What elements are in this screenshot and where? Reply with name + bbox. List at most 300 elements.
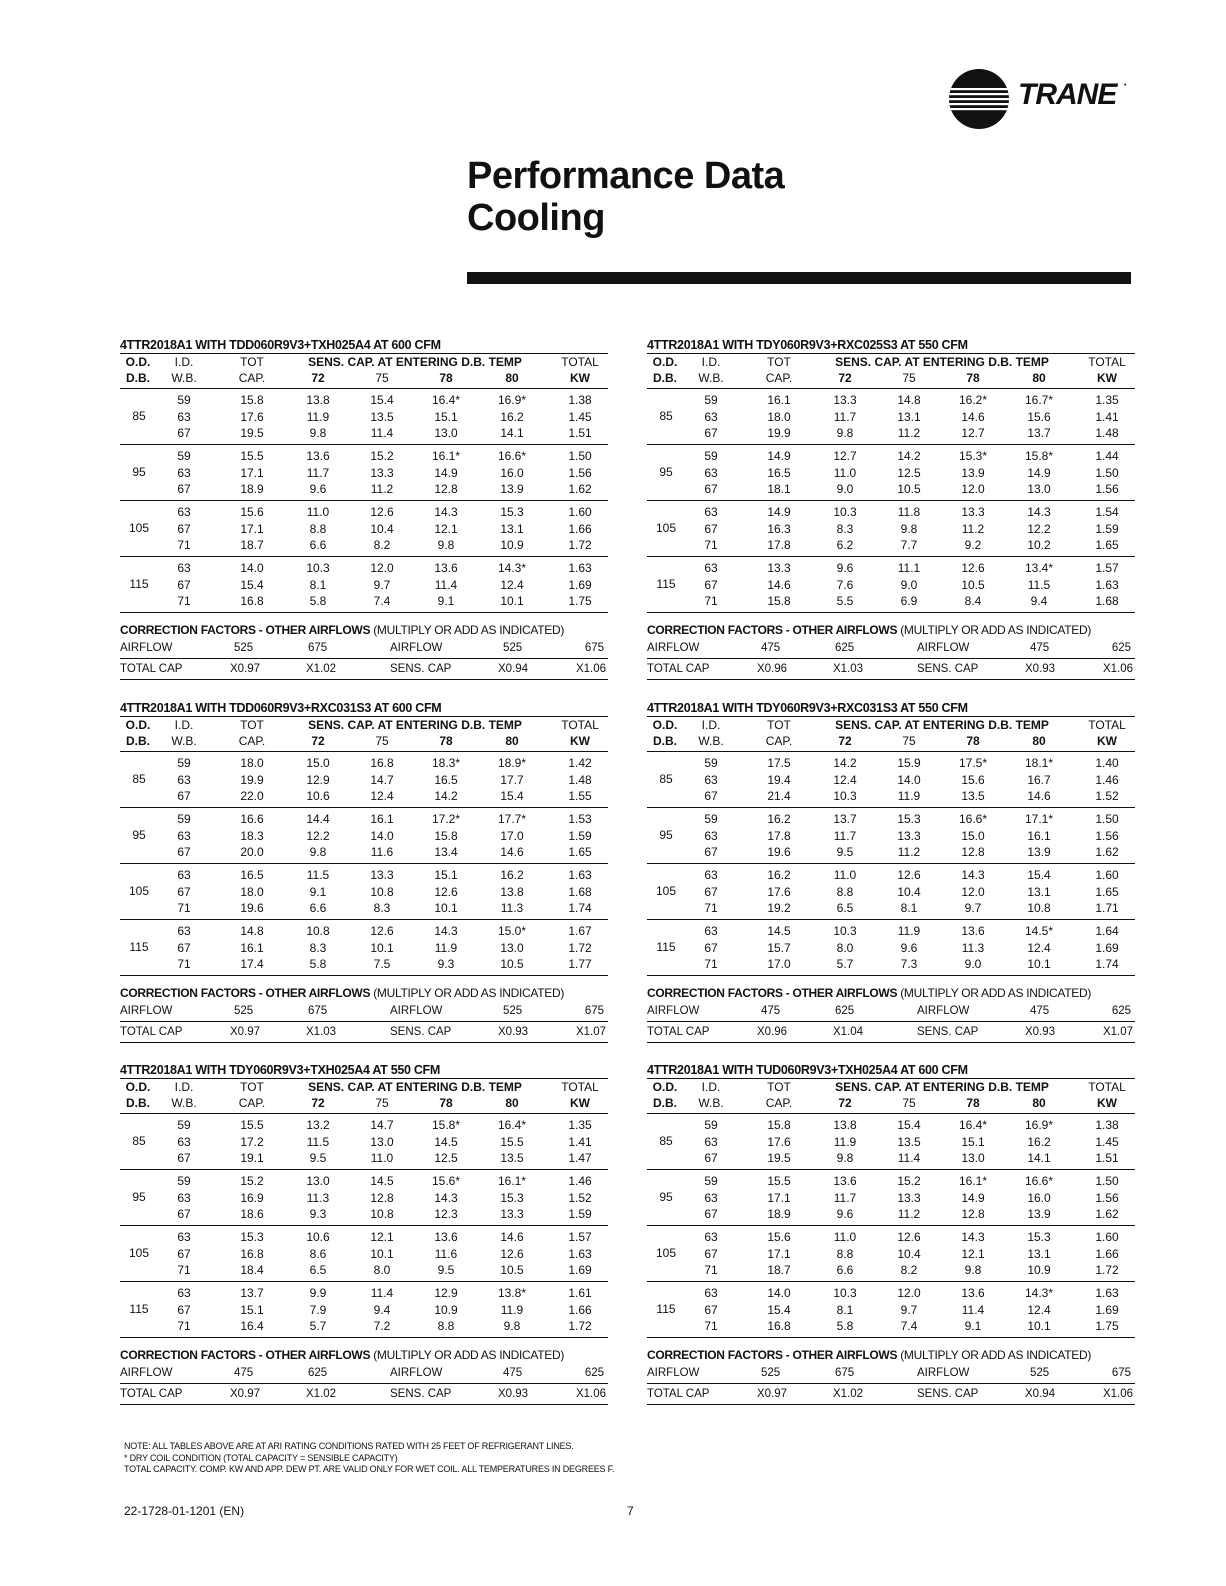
- od-group: [120, 389, 608, 445]
- table-cell: 11.0: [370, 1151, 394, 1165]
- table-cell: 15.4: [1027, 868, 1051, 882]
- header-db: D.B.: [653, 734, 677, 748]
- table-cell: 13.0: [370, 1134, 394, 1149]
- page-title: [467, 155, 784, 239]
- od-group: [647, 501, 1135, 557]
- table-cell: 71: [704, 1263, 718, 1277]
- table-cell: 16.8: [767, 1319, 791, 1333]
- table-cell: 19.5: [767, 1151, 791, 1165]
- header-kw: KW: [570, 734, 590, 748]
- table-cell: 1.50: [1095, 465, 1119, 480]
- table-cell: 15.6: [767, 1230, 791, 1244]
- table-cell: 13.3: [370, 868, 394, 882]
- table-cell: 1.56: [1095, 482, 1119, 496]
- table-cell: 18.7: [767, 1263, 791, 1277]
- table-cell: 12.6: [897, 1230, 921, 1244]
- table-cell: 12.1: [434, 521, 458, 536]
- table-cell: 14.7: [370, 1118, 394, 1132]
- table-cell: 18.9*: [497, 756, 527, 770]
- table-cell: 17.1: [240, 465, 264, 480]
- title-line-1: Performance Data: [467, 155, 785, 197]
- table-cell: 1.47: [568, 1151, 592, 1165]
- header-db: D.B.: [126, 734, 150, 748]
- table-cell: 14.3: [961, 868, 985, 882]
- table-cell: 13.4: [434, 845, 458, 859]
- header-78: 78: [966, 371, 980, 385]
- table-cell: 1.38: [1095, 1118, 1119, 1132]
- header-od: O.D.: [652, 1080, 678, 1094]
- table-cell: 63: [177, 465, 191, 480]
- table-cell: 14.6: [961, 409, 985, 424]
- table-cell: 67: [704, 1302, 718, 1317]
- cf-airflow-4: 675: [1111, 1367, 1131, 1379]
- table-cell: 12.8: [370, 1190, 394, 1205]
- table-cell: 17.0: [767, 957, 791, 971]
- cf-title-rest: (MULTIPLY OR ADD AS INDICATED): [897, 1348, 1092, 1362]
- table-cell: 59: [177, 1174, 191, 1188]
- table-cell: 9.8: [309, 426, 327, 440]
- table-cell: 15.8*: [431, 1118, 461, 1132]
- table-cell: 15.9: [897, 756, 921, 770]
- table-row: [647, 504, 1135, 520]
- header-tot: TOT: [240, 718, 264, 732]
- table-cell: 1.65: [1095, 884, 1119, 899]
- table-cell: 11.3: [500, 901, 524, 915]
- table-cell: 6.6: [309, 538, 327, 552]
- cf-airflow-2: 675: [308, 642, 328, 654]
- trane-globe-icon: [944, 64, 1014, 134]
- table-cell: 16.5: [434, 772, 458, 787]
- table-cell: 14.3: [434, 505, 458, 519]
- table-cell: 19.1: [240, 1151, 264, 1165]
- table-row: [120, 1229, 608, 1245]
- table-row: [120, 884, 608, 900]
- cf-totalcap-label: TOTAL CAP: [120, 663, 183, 675]
- table-cell: 11.9: [897, 789, 921, 803]
- table-cell: 13.3: [897, 828, 921, 843]
- cf-title-bold: CORRECTION FACTORS - OTHER AIRFLOWS: [120, 1348, 371, 1362]
- table-cell: 1.69: [568, 577, 592, 592]
- table-cell: 7.9: [309, 1302, 327, 1317]
- table-cell: 59: [704, 812, 718, 826]
- table-cell: 10.1: [1027, 957, 1051, 971]
- table-cell: 15.4: [240, 577, 264, 592]
- cf-totalcap-label: TOTAL CAP: [647, 663, 710, 675]
- table-cell: 59: [704, 1174, 718, 1188]
- header-sens: SENS. CAP. AT ENTERING D.B. TEMP: [835, 1080, 1049, 1094]
- od-temperature: 115: [656, 577, 676, 591]
- table-cell: 11.2: [897, 845, 921, 859]
- table-row: [647, 923, 1135, 939]
- table-cell: 71: [177, 1319, 191, 1333]
- table-cell: 1.65: [1095, 538, 1119, 552]
- table-cell: 10.3: [833, 505, 857, 519]
- cf-totalcap-row: [647, 659, 1135, 680]
- table-cell: 8.8: [836, 884, 854, 899]
- table-cell: 6.9: [900, 594, 918, 608]
- table-row: [120, 1262, 608, 1278]
- table-cell: 16.7: [1027, 772, 1051, 787]
- table-cell: 12.6: [370, 505, 394, 519]
- table-cell: 12.5: [434, 1151, 458, 1165]
- table-cell: 1.72: [1095, 1263, 1119, 1277]
- table-row: [647, 1285, 1135, 1301]
- table-cell: 8.8: [309, 521, 327, 536]
- table-cell: 11.5: [306, 1134, 330, 1149]
- table-cell: 11.9: [306, 409, 330, 424]
- table-cell: 1.65: [568, 845, 592, 859]
- cf-airflow-2: 625: [835, 642, 855, 654]
- table-cell: 63: [704, 868, 718, 882]
- performance-table: [647, 337, 1135, 680]
- table-cell: 12.6: [500, 1246, 524, 1261]
- cf-airflow-4: 675: [584, 642, 604, 654]
- table-cell: 18.9: [767, 1207, 791, 1221]
- table-cell: 9.8: [964, 1263, 982, 1277]
- table-row: [120, 577, 608, 593]
- od-temperature: 95: [132, 828, 146, 842]
- table-cell: 1.35: [1095, 393, 1119, 407]
- table-cell: 7.4: [900, 1319, 918, 1333]
- table-cell: 17.8: [767, 828, 791, 843]
- table-cell: 5.5: [836, 594, 854, 608]
- cf-title-rest: (MULTIPLY OR ADD AS INDICATED): [370, 986, 565, 1000]
- table-cell: 17.6: [767, 884, 791, 899]
- table-cell: 10.1: [500, 594, 524, 608]
- table-cell: 59: [704, 393, 718, 407]
- table-row: [647, 867, 1135, 883]
- table-row: [120, 1173, 608, 1189]
- table-cell: 1.63: [568, 868, 592, 882]
- table-cell: 6.6: [836, 1263, 854, 1277]
- table-title: 4TTR2018A1 WITH TDD060R9V3+TXH025A4 AT 600 CFM: [120, 338, 441, 352]
- table-cell: 16.1: [767, 393, 791, 407]
- cf-sens-2: X1.07: [575, 1026, 606, 1038]
- cf-total-1: X0.96: [757, 663, 788, 675]
- header-cap: CAP.: [238, 734, 266, 748]
- cf-sens-2: X1.06: [1102, 1388, 1133, 1400]
- table-row: [120, 1134, 608, 1150]
- table-cell: 14.8: [897, 393, 921, 407]
- table-cell: 59: [177, 1118, 191, 1132]
- table-row: [647, 884, 1135, 900]
- cf-airflow-row: [120, 1363, 608, 1384]
- table-row: [647, 956, 1135, 972]
- od-temperature: 105: [655, 1246, 677, 1260]
- table-cell: 1.52: [1095, 789, 1119, 803]
- table-cell: 14.0: [767, 1286, 791, 1300]
- table-cell: 67: [704, 1151, 718, 1165]
- header-78: 78: [439, 371, 453, 385]
- table-cell: 16.4: [240, 1319, 264, 1333]
- cf-airflow-3: 475: [1030, 642, 1050, 654]
- table-cell: 10.8: [1027, 901, 1051, 915]
- od-group: [647, 389, 1135, 445]
- table-cell: 14.5: [767, 924, 791, 938]
- table-cell: 71: [177, 1263, 191, 1277]
- table-cell: 11.7: [833, 409, 857, 424]
- table-cell: 67: [704, 789, 718, 803]
- cf-total-1: X0.97: [230, 1026, 261, 1038]
- cf-airflow-1: 475: [761, 642, 781, 654]
- cf-totalcap-label: TOTAL CAP: [120, 1026, 183, 1038]
- cf-airflow-label-2: AIRFLOW: [917, 1367, 970, 1379]
- table-cell: 13.3: [833, 393, 857, 407]
- table-cell: 63: [704, 1286, 718, 1300]
- table-cell: 15.1: [961, 1134, 985, 1149]
- cf-airflow-label-2: AIRFLOW: [917, 642, 970, 654]
- header-72: 72: [311, 371, 325, 385]
- table-cell: 15.3: [897, 812, 921, 826]
- table-cell: 15.4: [370, 393, 394, 407]
- header-id: I.D.: [174, 1080, 194, 1094]
- table-cell: 63: [177, 828, 191, 843]
- table-cell: 13.5: [897, 1134, 921, 1149]
- cf-title-rest: (MULTIPLY OR ADD AS INDICATED): [897, 623, 1092, 637]
- table-cell: 1.66: [568, 1302, 592, 1317]
- table-cell: 1.62: [568, 482, 592, 496]
- table-cell: 13.3: [897, 1190, 921, 1205]
- cf-airflow-4: 675: [584, 1005, 604, 1017]
- cf-airflow-row: [120, 1001, 608, 1022]
- table-cell: 1.75: [1095, 1319, 1119, 1333]
- table-cell: 7.7: [900, 538, 918, 552]
- table-cell: 10.3: [306, 561, 330, 575]
- table-cell: 67: [704, 1246, 718, 1261]
- table-cell: 63: [177, 1134, 191, 1149]
- table-cell: 71: [177, 901, 191, 915]
- header-72: 72: [838, 371, 852, 385]
- table-cell: 1.50: [1095, 1174, 1119, 1188]
- header-72: 72: [838, 734, 852, 748]
- table-cell: 8.3: [373, 901, 391, 915]
- table-row: [647, 593, 1135, 609]
- table-cell: 15.8: [767, 1118, 791, 1132]
- table-cell: 63: [704, 924, 718, 938]
- table-cell: 11.5: [306, 868, 330, 882]
- title-line-2: Cooling: [467, 197, 605, 239]
- table-cell: 7.6: [836, 577, 854, 592]
- table-cell: 14.6: [767, 577, 791, 592]
- od-temperature: 85: [132, 1134, 146, 1148]
- table-cell: 9.0: [964, 957, 982, 971]
- table-cell: 12.4: [1027, 1302, 1051, 1317]
- cf-title-rest: (MULTIPLY OR ADD AS INDICATED): [897, 986, 1092, 1000]
- table-cell: 7.2: [373, 1319, 391, 1333]
- table-cell: 67: [704, 940, 718, 955]
- table-cell: 11.7: [306, 465, 330, 480]
- table-cell: 10.9: [500, 538, 524, 552]
- table-cell: 12.1: [370, 1230, 394, 1244]
- table-row: [647, 1302, 1135, 1318]
- table-cell: 71: [177, 538, 191, 552]
- table-cell: 63: [704, 828, 718, 843]
- od-group: [647, 752, 1135, 808]
- cf-sens-2: X1.07: [1102, 1026, 1133, 1038]
- table-cell: 12.0: [370, 561, 394, 575]
- table-cell: 67: [177, 1302, 191, 1317]
- table-cell: 16.8: [240, 594, 264, 608]
- header-od: O.D.: [652, 718, 678, 732]
- table-cell: 1.54: [1095, 505, 1119, 519]
- table-row: [647, 465, 1135, 481]
- header-75: 75: [375, 734, 389, 748]
- table-cell: 6.2: [836, 538, 854, 552]
- table-cell: 16.0: [1027, 1190, 1051, 1205]
- performance-table: [120, 700, 608, 1043]
- header-75: 75: [902, 734, 916, 748]
- title-rule: [467, 272, 1131, 284]
- cf-senscap-label: SENS. CAP: [917, 1388, 979, 1400]
- table-cell: 15.7: [767, 940, 791, 955]
- table-cell: 9.3: [437, 957, 455, 971]
- table-cell: 11.1: [897, 561, 921, 575]
- table-cell: 11.6: [370, 845, 394, 859]
- table-cell: 15.5: [240, 449, 264, 463]
- table-cell: 63: [177, 868, 191, 882]
- table-row: [120, 481, 608, 497]
- table-cell: 10.2: [1027, 538, 1051, 552]
- table-cell: 11.4: [370, 426, 394, 440]
- table-cell: 10.1: [434, 901, 458, 915]
- cf-title-bold: CORRECTION FACTORS - OTHER AIRFLOWS: [120, 623, 371, 637]
- header-kw: KW: [570, 371, 590, 385]
- table-cell: 9.8: [836, 426, 854, 440]
- table-cell: 14.6: [500, 1230, 524, 1244]
- table-cell: 15.6: [1027, 409, 1051, 424]
- table-header: [647, 1078, 1135, 1114]
- table-cell: 1.57: [1095, 561, 1119, 575]
- table-cell: 16.9*: [497, 393, 527, 407]
- od-group: [120, 445, 608, 501]
- table-cell: 59: [177, 756, 191, 770]
- table-cell: 9.7: [373, 577, 391, 592]
- table-cell: 12.8: [434, 482, 458, 496]
- header-75: 75: [902, 371, 916, 385]
- cf-airflow-label: AIRFLOW: [647, 1367, 700, 1379]
- od-temperature: 105: [655, 521, 677, 535]
- table-cell: 19.6: [240, 901, 264, 915]
- table-cell: 17.4: [240, 957, 264, 971]
- table-cell: 9.4: [1030, 594, 1048, 608]
- correction-factors-title: [647, 985, 1135, 1001]
- header-78: 78: [966, 734, 980, 748]
- table-cell: 12.6: [961, 561, 985, 575]
- cf-title-bold: CORRECTION FACTORS - OTHER AIRFLOWS: [647, 623, 898, 637]
- header-total: TOTAL: [561, 1080, 599, 1094]
- header-75: 75: [375, 1096, 389, 1110]
- table-row: [120, 465, 608, 481]
- table-cell: 16.4*: [497, 1118, 527, 1132]
- table-row: [120, 1190, 608, 1206]
- table-cell: 1.63: [568, 1246, 592, 1261]
- table-cell: 11.5: [1027, 577, 1051, 592]
- table-cell: 11.2: [897, 426, 921, 440]
- header-wb: W.B.: [171, 1096, 197, 1110]
- header-id: I.D.: [701, 718, 721, 732]
- header-75: 75: [902, 1096, 916, 1110]
- table-cell: 67: [177, 1246, 191, 1261]
- table-cell: 12.2: [1027, 521, 1051, 536]
- table-cell: 11.0: [833, 1230, 857, 1244]
- table-cell: 12.9: [306, 772, 330, 787]
- table-row: [120, 1285, 608, 1301]
- table-cell: 15.1: [434, 409, 458, 424]
- table-cell: 17.7*: [497, 812, 527, 826]
- cf-sens-2: X1.06: [575, 663, 606, 675]
- table-cell: 67: [177, 482, 191, 496]
- cf-airflow-3: 475: [503, 1367, 523, 1379]
- table-cell: 11.4: [434, 577, 458, 592]
- table-cell: 10.4: [897, 884, 921, 899]
- cf-airflow-row: [647, 1001, 1135, 1022]
- performance-table: [120, 337, 608, 680]
- table-row: [647, 1173, 1135, 1189]
- table-cell: 1.72: [568, 1319, 592, 1333]
- table-cell: 13.6: [306, 449, 330, 463]
- table-cell: 8.1: [309, 577, 327, 592]
- table-cell: 15.5: [767, 1174, 791, 1188]
- cf-title-bold: CORRECTION FACTORS - OTHER AIRFLOWS: [120, 986, 371, 1000]
- table-cell: 14.2: [897, 449, 921, 463]
- table-cell: 63: [704, 1230, 718, 1244]
- cf-airflow-3: 525: [1030, 1367, 1050, 1379]
- note-line-2: * DRY COIL CONDITION (TOTAL CAPACITY = SENSIBLE CAPACITY): [124, 1452, 398, 1463]
- table-cell: 17.1: [240, 521, 264, 536]
- od-group: [120, 1170, 608, 1226]
- table-cell: 14.6: [500, 845, 524, 859]
- table-row: [120, 940, 608, 956]
- table-cell: 14.9: [961, 1190, 985, 1205]
- table-cell: 13.9: [1027, 1207, 1051, 1221]
- table-cell: 15.3*: [958, 449, 988, 463]
- table-cell: 14.7: [370, 772, 394, 787]
- table-cell: 71: [177, 594, 191, 608]
- header-wb: W.B.: [698, 1096, 724, 1110]
- table-row: [120, 1150, 608, 1166]
- table-cell: 1.66: [568, 521, 592, 536]
- table-cell: 13.0: [500, 940, 524, 955]
- table-cell: 67: [177, 884, 191, 899]
- table-cell: 12.3: [434, 1207, 458, 1221]
- table-cell: 15.0*: [497, 924, 527, 938]
- header-kw: KW: [1097, 1096, 1117, 1110]
- od-group: [647, 1282, 1135, 1338]
- table-cell: 67: [177, 426, 191, 440]
- table-header: [647, 716, 1135, 752]
- cf-senscap-label: SENS. CAP: [917, 663, 979, 675]
- table-cell: 11.4: [961, 1302, 985, 1317]
- table-cell: 13.1: [500, 521, 524, 536]
- od-temperature: 105: [128, 521, 150, 535]
- table-cell: 16.6*: [958, 812, 988, 826]
- header-tot: TOT: [767, 355, 791, 369]
- cf-total-1: X0.97: [230, 663, 261, 675]
- table-cell: 9.5: [437, 1263, 455, 1277]
- header-sens: SENS. CAP. AT ENTERING D.B. TEMP: [308, 355, 522, 369]
- od-temperature: 105: [128, 884, 150, 898]
- table-cell: 63: [177, 924, 191, 938]
- table-cell: 10.9: [1027, 1263, 1051, 1277]
- table-cell: 14.3: [961, 1230, 985, 1244]
- table-cell: 1.62: [1095, 845, 1119, 859]
- table-cell: 1.35: [568, 1118, 592, 1132]
- od-temperature: 115: [129, 940, 149, 954]
- cf-totalcap-row: [647, 1384, 1135, 1405]
- header-80: 80: [1032, 734, 1046, 748]
- table-cell: 10.5: [897, 482, 921, 496]
- notes: [124, 1441, 614, 1476]
